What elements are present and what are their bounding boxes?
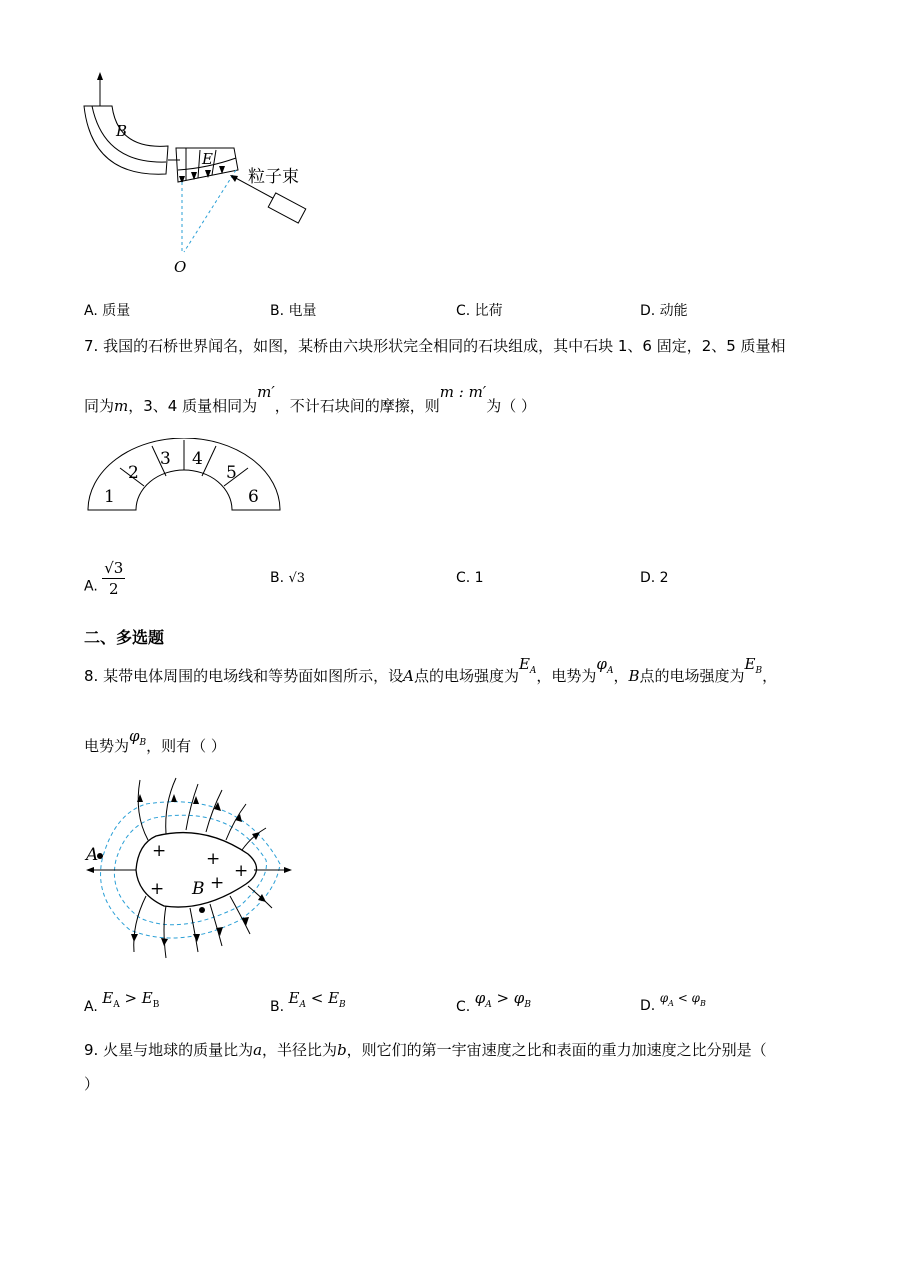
- q8-option-d: D. $\varphi_A < \varphi_B$: [640, 991, 706, 1014]
- q6-option-c: C. 比荷: [456, 303, 503, 319]
- q8-option-b: B. $E_A < E_B$: [270, 989, 346, 1015]
- fig-label-A: A: [86, 845, 99, 865]
- plus-sign: +: [152, 841, 167, 861]
- q6-figure: [70, 70, 330, 280]
- label-O: O: [174, 258, 187, 276]
- plus-sign: +: [210, 873, 225, 893]
- q9-line2: ）: [84, 1075, 100, 1093]
- q6-option-b: B. 电量: [270, 303, 317, 319]
- section-title: 二、多选题: [84, 628, 165, 647]
- q7-option-b: B. √3: [270, 570, 306, 586]
- q6-option-a: A. 质量: [84, 303, 131, 319]
- block-4: 4: [192, 449, 203, 469]
- q7-line2: 同为m，3、4 质量相同为m′，不计石块间的摩擦，则m : m′为（ ）: [84, 383, 536, 415]
- plus-sign: +: [206, 849, 221, 869]
- q7-option-c: C. 1: [456, 570, 484, 586]
- q7-option-d: D. 2: [640, 570, 669, 586]
- block-6: 6: [248, 487, 259, 507]
- q7-line1: 7. 我国的石桥世界闻名，如图，某桥由六块形状完全相同的石块组成，其中石块 1、6 固定，2、5 质量相: [84, 337, 786, 355]
- q8-line2: 电势为$\varphi_B$，则有（ ）: [84, 727, 226, 755]
- q8-option-a: A. $E_A > E_B$: [84, 989, 160, 1015]
- q8-field-figure: [80, 774, 300, 964]
- block-5: 5: [226, 463, 237, 483]
- q7-option-a: A. $\frac{√3}{2}$: [84, 559, 124, 598]
- plus-sign: +: [234, 861, 249, 881]
- block-3: 3: [160, 449, 171, 469]
- q9-line1: 9. 火星与地球的质量比为a，半径比为b，则它们的第一宇宙速度之比和表面的重力加速度之比分别是（: [84, 1041, 767, 1059]
- label-B: B: [116, 122, 128, 140]
- q8-option-c: C. $\varphi_A > \varphi_B$: [456, 989, 531, 1015]
- plus-sign: +: [150, 879, 165, 899]
- fig-label-B: B: [192, 879, 205, 899]
- q8-line1: 8. 某带电体周围的电场线和等势面如图所示，设A点的电场强度为$E_A$，电势为$\varphi_A$，B点的电场强度为$E_B$，: [84, 655, 778, 685]
- block-2: 2: [128, 463, 139, 483]
- q6-option-d: D. 动能: [640, 303, 688, 319]
- label-E: E: [202, 150, 213, 168]
- block-1: 1: [104, 487, 115, 507]
- beam-label: 粒子束: [248, 167, 299, 187]
- q7-arch-figure: [84, 438, 284, 514]
